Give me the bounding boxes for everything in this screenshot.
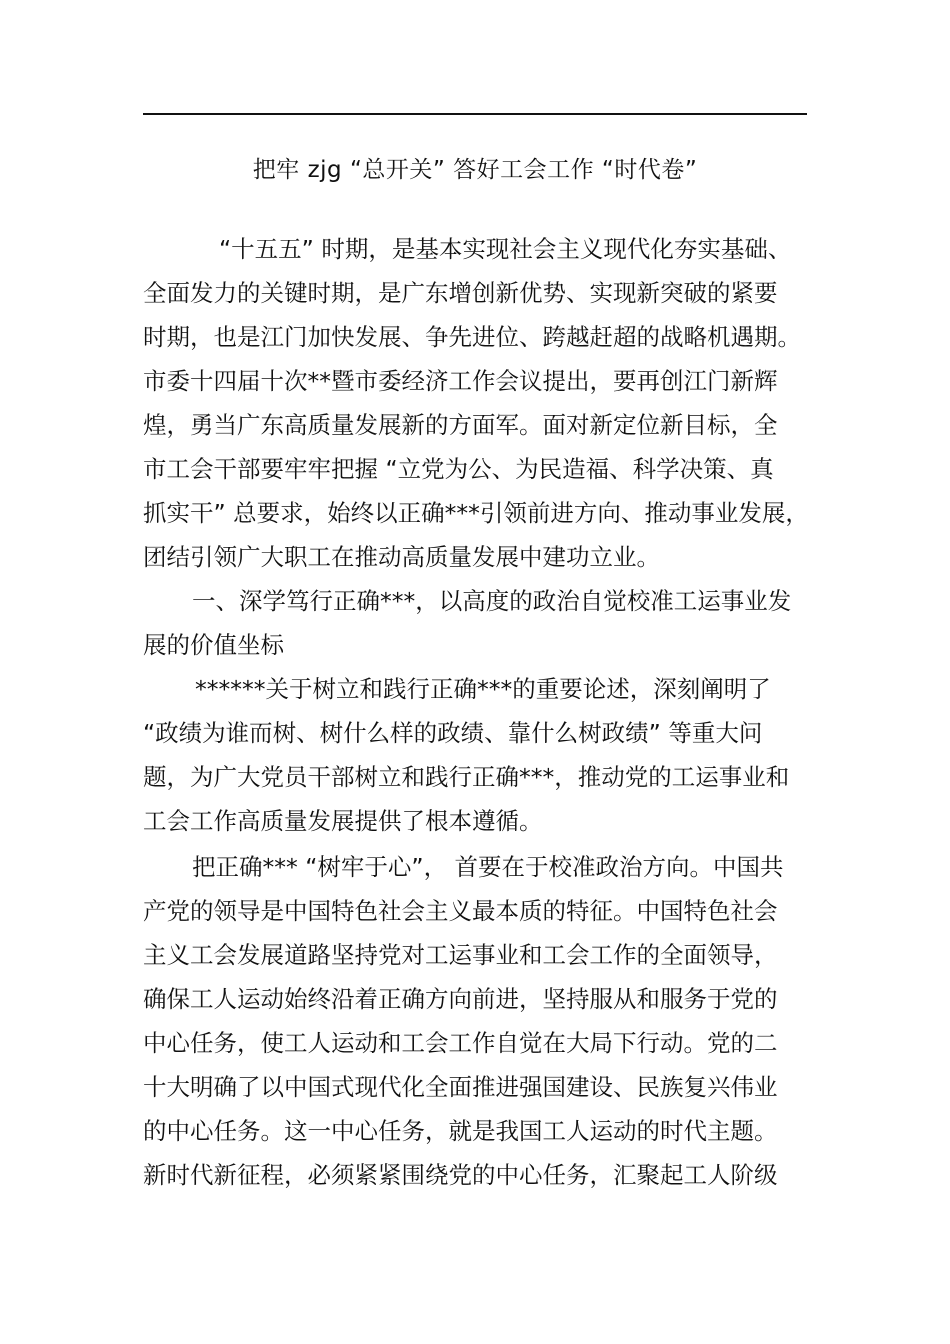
- paragraph-line: 工会工作高质量发展提供了根本遵循。: [143, 807, 543, 835]
- paragraph-line: 的中心任务。这一中心任务，就是我国工人运动的时代主题。: [143, 1117, 778, 1145]
- paragraph-line: 新时代新征程，必须紧紧围绕党的中心任务，汇聚起工人阶级: [143, 1161, 778, 1189]
- paragraph-line: 把正确*** “树牢于心”， 首要在于校准政治方向。中国共: [192, 853, 784, 881]
- section-heading-line: 展的价值坐标: [143, 631, 284, 659]
- paragraph-line: 中心任务，使工人运动和工会工作自觉在大局下行动。党的二: [143, 1029, 778, 1057]
- paragraph-line: 全面发力的关键时期，是广东增创新优势、实现新突破的紧要: [143, 279, 778, 307]
- paragraph-line: 主义工会发展道路坚持党对工运事业和工会工作的全面领导，: [143, 941, 778, 969]
- page-title: 把牢 zjg “总开关” 答好工会工作 “时代卷”: [252, 157, 698, 183]
- paragraph-line: 十大明确了以中国式现代化全面推进强国建设、民族复兴伟业: [143, 1073, 778, 1101]
- paragraph-line: 确保工人运动始终沿着正确方向前进，坚持服从和服务于党的: [143, 985, 778, 1013]
- header-rule: [143, 113, 807, 115]
- paragraph-line: “十五五” 时期，是基本实现社会主义现代化夯实基础、: [219, 235, 792, 263]
- section-heading-line: 一、深学笃行正确***，以高度的政治自觉校准工运事业发: [192, 587, 792, 615]
- paragraph-line: “政绩为谁而树、树什么样的政绩、靠什么树政绩” 等重大问: [143, 719, 763, 747]
- paragraph-line: 团结引领广大职工在推动高质量发展中建功立业。: [143, 543, 660, 571]
- paragraph-line: 市工会干部要牢牢把握 “立党为公、为民造福、科学决策、真: [143, 455, 774, 483]
- paragraph-line: 题，为广大党员干部树立和践行正确***，推动党的工运事业和: [143, 763, 790, 791]
- paragraph-line: 市委十四届十次**暨市委经济工作会议提出，要再创江门新辉: [143, 367, 778, 395]
- paragraph-line: 产党的领导是中国特色社会主义最本质的特征。中国特色社会: [143, 897, 778, 925]
- paragraph-line: 煌，勇当广东高质量发展新的方面军。面对新定位新目标，全: [143, 411, 778, 439]
- paragraph-line: 抓实干” 总要求，始终以正确***引领前进方向、推动事业发展，: [143, 499, 809, 527]
- paragraph-line: ******关于树立和践行正确***的重要论述，深刻阐明了: [195, 675, 771, 703]
- paragraph-line: 时期，也是江门加快发展、争先进位、跨越赶超的战略机遇期。: [143, 323, 801, 351]
